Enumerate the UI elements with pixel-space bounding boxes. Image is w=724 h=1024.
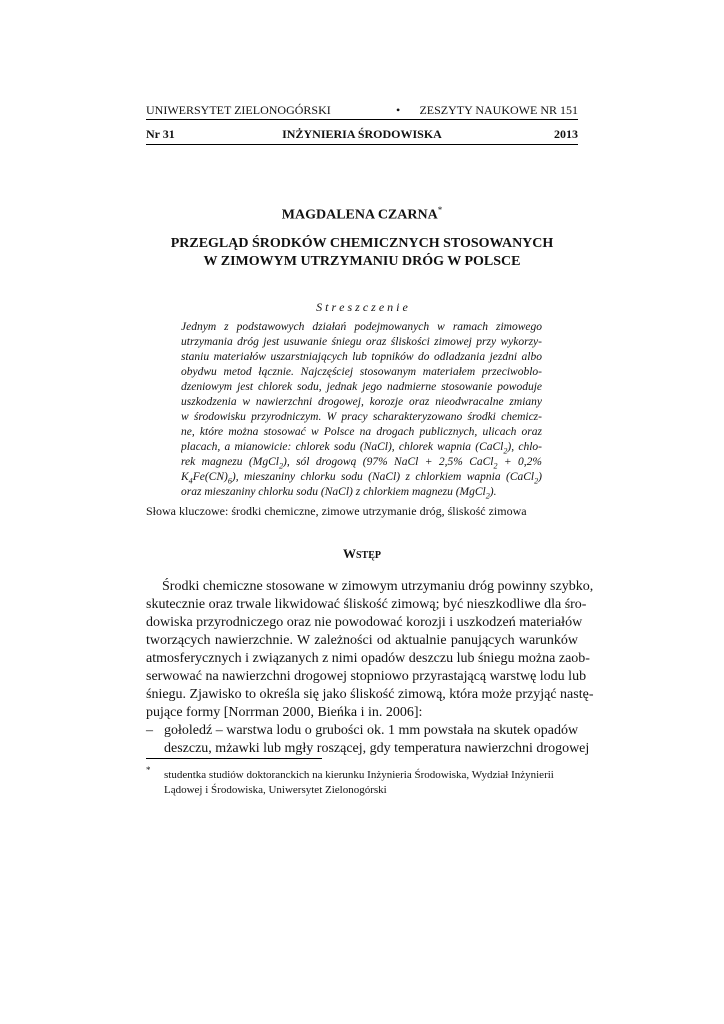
abstract-line bbox=[181, 485, 542, 500]
body-line: śniegu. Zjawisko to określa się jako śliskość zimową, która może przyjąć nastę- bbox=[146, 687, 594, 702]
abstract-fragment: K bbox=[181, 471, 189, 483]
title-line-2: W ZIMOWYM UTRZYMANIU DRÓG W POLSCE bbox=[203, 254, 521, 269]
header-bullet: • bbox=[396, 103, 401, 117]
list-dash: – bbox=[146, 723, 153, 738]
section-heading-rest: STĘP bbox=[355, 550, 381, 561]
subscript: 2 bbox=[278, 461, 283, 470]
subscript: 2 bbox=[493, 461, 498, 470]
list-item-line: gołoledź – warstwa lodu o grubości ok. 1 mm powstała na skutek opadów bbox=[164, 723, 579, 738]
header-year: 2013 bbox=[554, 127, 578, 141]
abstract-line: uszkodzenia w nawierzchni drogowej, korozje oraz nieodwracalne zmiany bbox=[181, 396, 542, 408]
abstract-line: ne, które można stosować w Polsce na drogach publicznych, ulicach oraz bbox=[181, 426, 542, 438]
abstract-fragment: ) bbox=[538, 471, 542, 483]
footnote-line-1: studentka studiów doktoranckich na kierunku Inżynieria Środowiska, Wydział Inżynierii bbox=[164, 769, 554, 781]
header-journal: ZESZYTY NAUKOWE NR 151 bbox=[419, 103, 578, 117]
abstract-line: utrzymania dróg jest usuwanie śniegu oraz śliskości zimowej przy wykorzy- bbox=[181, 336, 542, 348]
body-line: tworzących nawierzchnie. W zależności od aktualnie panujących warunków bbox=[146, 633, 578, 648]
subscript: 2 bbox=[534, 476, 539, 485]
abstract-fragment: ). bbox=[489, 486, 497, 498]
author-text: MAGDALENA CZARNA bbox=[281, 207, 438, 223]
header-number: Nr 31 bbox=[146, 127, 175, 141]
title-line-1: PRZEGLĄD ŚRODKÓW CHEMICZNYCH STOSOWANYCH bbox=[170, 236, 554, 251]
abstract-fragment: placach, a mianowicie: chlorek sodu (NaCl), chlorek wapnia (CaCl bbox=[181, 441, 504, 453]
abstract-fragment: Fe(CN) bbox=[192, 471, 228, 483]
subscript: 4 bbox=[188, 476, 193, 485]
abstract-fragment: ), mieszaniny chlorku sodu (NaCl) z chlorkiem wapnia (CaCl bbox=[231, 471, 535, 483]
abstract-line: staniu materiałów uszarstniających lub topników do odladzania jezdni albo bbox=[181, 351, 542, 363]
paper-title bbox=[146, 235, 578, 271]
body-line: atmosferycznych i związanych z nimi opadów deszczu lub śniegu można zaob- bbox=[146, 651, 590, 666]
abstract-fragment: ), chlo- bbox=[507, 441, 542, 453]
body-line: Środki chemiczne stosowane w zimowym utrzymaniu dróg powinny szybko, bbox=[162, 579, 594, 594]
section-heading-initial: W bbox=[342, 546, 356, 561]
abstract-line bbox=[181, 470, 542, 485]
abstract-fragment: rek magnezu (MgCl bbox=[181, 456, 279, 468]
body-line: dowiska przyrodniczego oraz nie powodować korozji i uszkodzeń materiałów bbox=[146, 615, 583, 630]
abstract-line: w środowisku przyrodniczym. W pracy scharakteryzowano środki chemicz- bbox=[181, 411, 542, 423]
list-item-line: deszczu, mżawki lub mgły roszącej, gdy temperatura nawierzchni drogowej bbox=[164, 741, 590, 756]
subscript: 2 bbox=[503, 446, 508, 455]
footnote-line-2: Lądowej i Środowiska, Uniwersytet Zielonogórski bbox=[164, 784, 387, 796]
body-line: pujące formy [Norrman 2000, Bieńka i in. 2006]: bbox=[146, 705, 423, 720]
abstract-line: obydwu metod łącznie. Najczęściej stosowanym materiałem przeciwoblo- bbox=[181, 366, 542, 378]
abstract-line: dzeniowym jest chlorek sodu, jednak jego nadmierne stosowanie powoduje bbox=[181, 381, 542, 393]
author-name bbox=[146, 205, 578, 224]
abstract-fragment: oraz mieszaniny chlorku sodu (NaCl) z chlorkiem magnezu (MgCl bbox=[181, 486, 486, 498]
header-rule-top bbox=[146, 119, 578, 120]
header-university: UNIWERSYTET ZIELONOGÓRSKI bbox=[146, 103, 331, 117]
abstract-line bbox=[181, 440, 542, 455]
subscript: 6 bbox=[227, 476, 232, 485]
abstract-heading: S t r e s z c z e n i e bbox=[316, 300, 408, 314]
footnote-separator bbox=[146, 758, 322, 759]
author-footnote-mark: * bbox=[437, 205, 443, 215]
abstract-fragment: ), sól drogową (97% NaCl + 2,5% CaCl bbox=[282, 456, 494, 468]
abstract-line: Jednym z podstawowych działań podejmowanych w ramach zimowego bbox=[181, 321, 542, 333]
body-line: serwować na nawierzchni drogowej stopniowo przyrastającą warstwę lodu lub bbox=[146, 669, 587, 684]
section-heading bbox=[146, 545, 578, 563]
header-rule-bottom bbox=[146, 144, 578, 145]
keywords: Słowa kluczowe: środki chemiczne, zimowe utrzymanie dróg, śliskość zimowa bbox=[146, 504, 527, 518]
body-line: skutecznie oraz trwale likwidować śliskość zimową; być nieszkodliwe dla śro- bbox=[146, 597, 587, 612]
subscript: 2 bbox=[485, 491, 490, 500]
footnote-mark: * bbox=[146, 765, 151, 775]
abstract-fragment: + 0,2% bbox=[497, 456, 542, 468]
header-series: INŻYNIERIA ŚRODOWISKA bbox=[282, 127, 442, 141]
abstract-line bbox=[181, 455, 542, 470]
